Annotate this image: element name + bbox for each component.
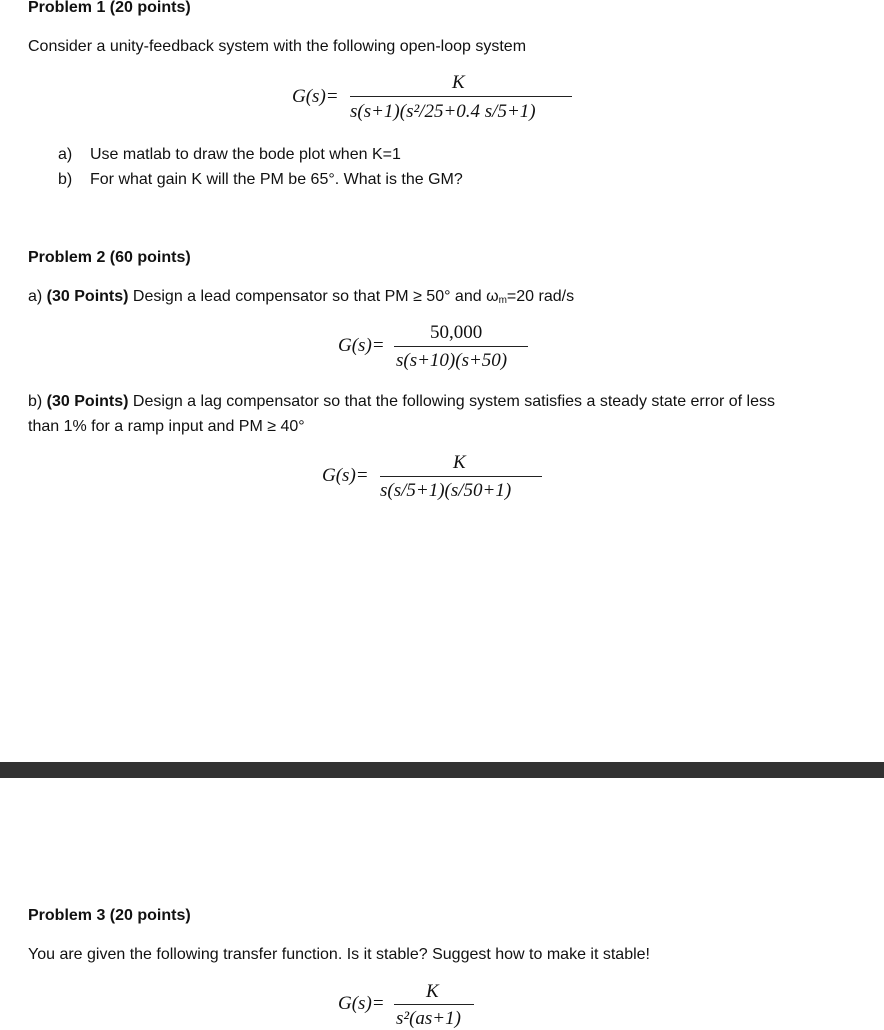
- part-a-prefix: a): [28, 288, 47, 305]
- problem3-text: You are given the following transfer function. Is it stable? Suggest how to make it stable!: [28, 946, 650, 963]
- problem2-heading: Problem 2 (60 points): [28, 249, 191, 266]
- part-b-prefix: b): [28, 393, 47, 410]
- problem1-intro: Consider a unity-feedback system with the following open-loop system: [28, 38, 527, 55]
- problem1-heading: Problem 1 (20 points): [28, 0, 191, 16]
- problem1-item-a-marker: a): [58, 146, 73, 163]
- part-a-points: (30 Points): [46, 288, 129, 305]
- fraction-bar: [394, 346, 528, 347]
- page-divider: [0, 762, 884, 778]
- fraction-bar: [380, 476, 542, 477]
- problem2-part-a: [28, 287, 574, 311]
- problem2-part-b: [28, 392, 775, 412]
- equation-lhs: G(s)=: [338, 993, 385, 1014]
- problem1-item-a-text: Use matlab to draw the bode plot when K=1: [90, 146, 401, 163]
- problem3-heading: Problem 3 (20 points): [28, 907, 191, 924]
- equation-denominator: s(s+1)(s²/25+0.4 s/5+1): [350, 101, 536, 122]
- equation-numerator: 50,000: [430, 322, 483, 343]
- problem1-item-b-text: For what gain K will the PM be 65°. What is the GM?: [90, 171, 463, 188]
- part-b-text: Design a lag compensator so that the following system satisfies a steady state error of less: [128, 393, 775, 410]
- fraction-bar: [394, 1004, 474, 1005]
- equation-denominator: s(s+10)(s+50): [396, 350, 508, 371]
- equation-denominator: s²(as+1): [396, 1008, 461, 1029]
- part-b-points: (30 Points): [46, 393, 129, 410]
- equation-denominator: s(s/5+1)(s/50+1): [380, 480, 512, 501]
- equation-numerator: K: [453, 452, 466, 473]
- equation-lhs: G(s)=: [292, 86, 339, 107]
- part-a-text: Design a lead compensator so that PM ≥ 50° and ω: [128, 288, 499, 305]
- part-a-tail: =20 rad/s: [506, 288, 575, 305]
- equation-lhs: G(s)=: [338, 335, 385, 356]
- problem1-item-b-marker: b): [58, 171, 73, 188]
- equation-lhs: G(s)=: [322, 465, 369, 486]
- problem2-part-b-line2: than 1% for a ramp input and PM ≥ 40°: [28, 418, 305, 435]
- equation-numerator: K: [426, 981, 439, 1002]
- part-a-subscript: m: [498, 295, 507, 306]
- equation-numerator: K: [452, 72, 465, 93]
- fraction-bar: [350, 96, 572, 97]
